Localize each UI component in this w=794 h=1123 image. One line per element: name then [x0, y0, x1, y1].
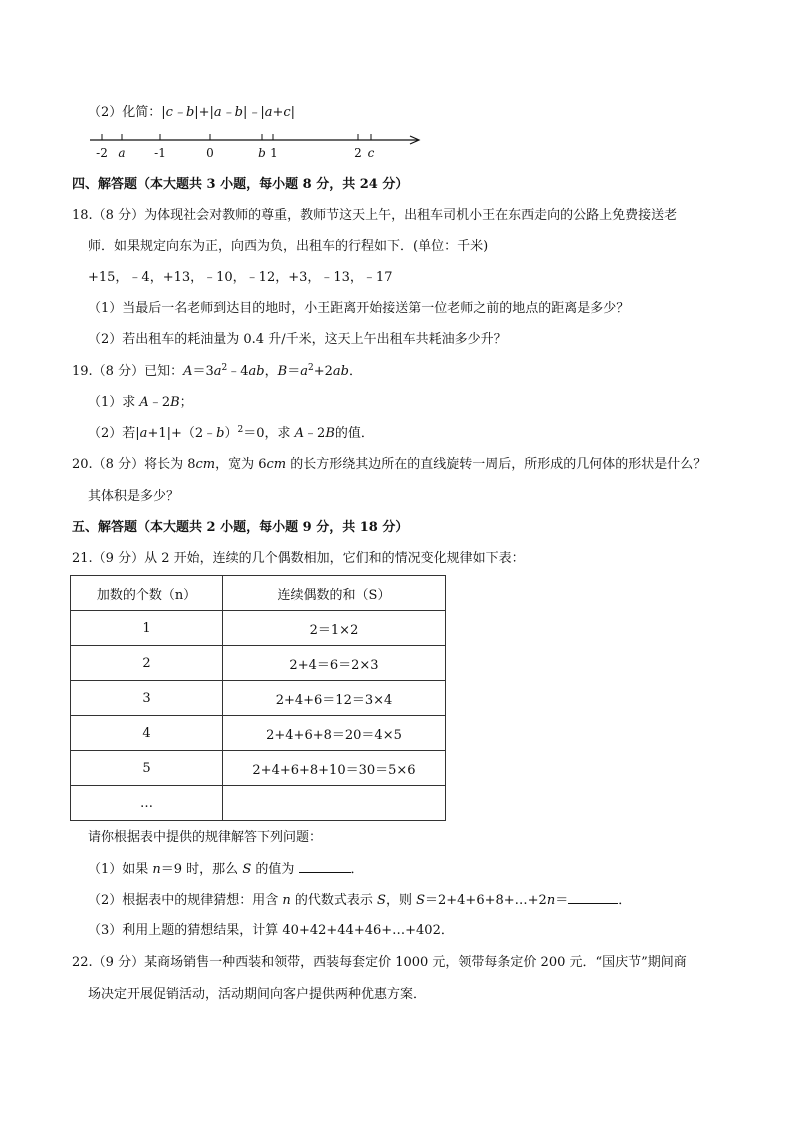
- q21-part2-text: ，则: [385, 893, 417, 908]
- q20-unit: cm: [266, 457, 287, 472]
- q19-part2-suffix: 的值．: [334, 426, 374, 441]
- answer-blank[interactable]: [299, 860, 351, 873]
- q21-part2: （2）根据表中的规律猜想：用含 n 的代数式表示 S，则 S＝2+4+6+8+…+2n＝ ．: [88, 893, 632, 908]
- number-line: [88, 128, 424, 164]
- q17-part2: [88, 104, 295, 122]
- answer-blank[interactable]: [568, 891, 618, 904]
- q21-part1: （1）如果 n＝9 时，那么 S 的值为 ．: [88, 862, 364, 877]
- q22-line1: 22.（9 分）某商场销售一种西装和领带，西装每套定价 1000 元，领带每条定价 200 元．“国庆节”期间商: [72, 955, 687, 970]
- q19-part1-label: （1）求: [88, 395, 136, 410]
- q21-part1-text: ＝9 时，那么: [160, 862, 243, 877]
- q19-part1: （1）求 A﹣2B；: [88, 395, 193, 410]
- q20-unit: cm: [195, 457, 216, 472]
- q17-part2-expression: |c﹣b|+|a﹣b|﹣|a+c|: [161, 105, 296, 120]
- table-cell: 2: [71, 646, 223, 681]
- q22-line2: 场决定开展促销活动，活动期间向客户提供两种优惠方案．: [88, 987, 427, 1002]
- q20-prefix: 20.（8 分）将长为: [72, 457, 188, 472]
- tick-label: -1: [154, 146, 166, 160]
- tick-label: 2: [354, 146, 362, 160]
- table-row: [71, 716, 446, 751]
- q19-line1: 19.（8 分）已知：$A=3a^2﹣4ab$，$B=a^2+2ab$．: [72, 363, 362, 379]
- q20-suffix: 的长方形绕其边所在的直线旋转一周后，所形成的几何体的形状是什么？: [286, 457, 707, 472]
- q18-part2: （2）若出租车的耗油量为 0.4 升/千米，这天上午出租车共耗油多少升？: [88, 332, 507, 347]
- table-cell: 1: [71, 611, 223, 646]
- table-cell: 2+4+6+8+10＝30＝5×6: [223, 751, 446, 786]
- table-row: [71, 646, 446, 681]
- table-cell: 3: [71, 681, 223, 716]
- q20-mid: ，宽为: [215, 457, 259, 472]
- table-cell: 5: [71, 751, 223, 786]
- section5-title: 五、解答题（本大题共 2 小题，每小题 9 分，共 18 分）: [72, 520, 409, 535]
- table-cell: 4: [71, 716, 223, 751]
- tick-label: c: [367, 146, 375, 160]
- table-row: [71, 681, 446, 716]
- q21-part2-text: ＝: [555, 893, 569, 908]
- q19-part2-label: （2）若: [88, 426, 136, 441]
- table-cell: …: [71, 786, 223, 821]
- q21-part2-text: （2）根据表中的规律猜想：用含: [88, 893, 283, 908]
- q21-intro: 21.（9 分）从 2 开始，连续的几个偶数相加，它们和的情况变化规律如下表：: [72, 551, 525, 566]
- q19-prefix: 19.（8 分）已知：: [72, 364, 184, 379]
- q21-part2-text: ＝2+4+6+8+…+2: [425, 893, 547, 908]
- tick-label: b: [258, 146, 266, 160]
- q19-part2: （2）若|a+1|+（2﹣b）$^2$＝0，求 A﹣2B的值．: [88, 425, 374, 441]
- tick-label: 1: [270, 146, 278, 160]
- tick-label: -2: [96, 146, 108, 160]
- q18-part1: （1）当最后一名老师到达目的地时，小王距离开始接送第一位老师之前的地点的距离是多少？: [88, 301, 630, 316]
- table-cell: 2＝1×2: [223, 611, 446, 646]
- q21-table: [70, 575, 446, 821]
- q18-data: +15，﹣4，+13，﹣10，﹣12，+3，﹣13，﹣17: [88, 270, 393, 285]
- q21-part3: （3）利用上题的猜想结果，计算 40+42+44+46+…+402．: [88, 923, 454, 938]
- table-cell: 2+4+6+8＝20＝4×5: [223, 716, 446, 751]
- q21-prompt: 请你根据表中提供的规律解答下列问题：: [88, 830, 323, 845]
- tick-label: 0: [206, 146, 214, 160]
- tick-label: a: [118, 146, 126, 160]
- table-cell: [223, 786, 446, 821]
- table-row: [71, 751, 446, 786]
- q20-line1: [72, 456, 706, 474]
- q20-width: 6: [258, 457, 267, 472]
- q17-part2-label: （2）化简：: [88, 105, 162, 120]
- table-header-cell: 连续偶数的和（S）: [223, 576, 446, 611]
- number-line-axis: [88, 128, 424, 148]
- q21-part1-text: （1）如果: [88, 862, 153, 877]
- table-row: [71, 786, 446, 821]
- table-header-row: [71, 576, 446, 611]
- table-row: [71, 611, 446, 646]
- q20-length: 8: [187, 457, 196, 472]
- table-cell: 2+4+6＝12＝3×4: [223, 681, 446, 716]
- q21-part1-text: 的值为: [251, 862, 299, 877]
- q18-line2: 师．如果规定向东为正，向西为负，出租车的行程如下．(单位：千米): [88, 239, 489, 254]
- q18-line1: 18.（8 分）为体现社会对教师的尊重，教师节这天上午，出租车司机小王在东西走向的公路上免费接送老: [72, 208, 678, 223]
- table-cell: 2+4＝6＝2×3: [223, 646, 446, 681]
- table-header-cell: 加数的个数（n）: [71, 576, 223, 611]
- section4-title: 四、解答题（本大题共 3 小题，每小题 8 分，共 24 分）: [72, 177, 409, 192]
- q20-line2: 其体积是多少？: [88, 489, 180, 504]
- q21-part2-text: 的代数式表示: [290, 893, 378, 908]
